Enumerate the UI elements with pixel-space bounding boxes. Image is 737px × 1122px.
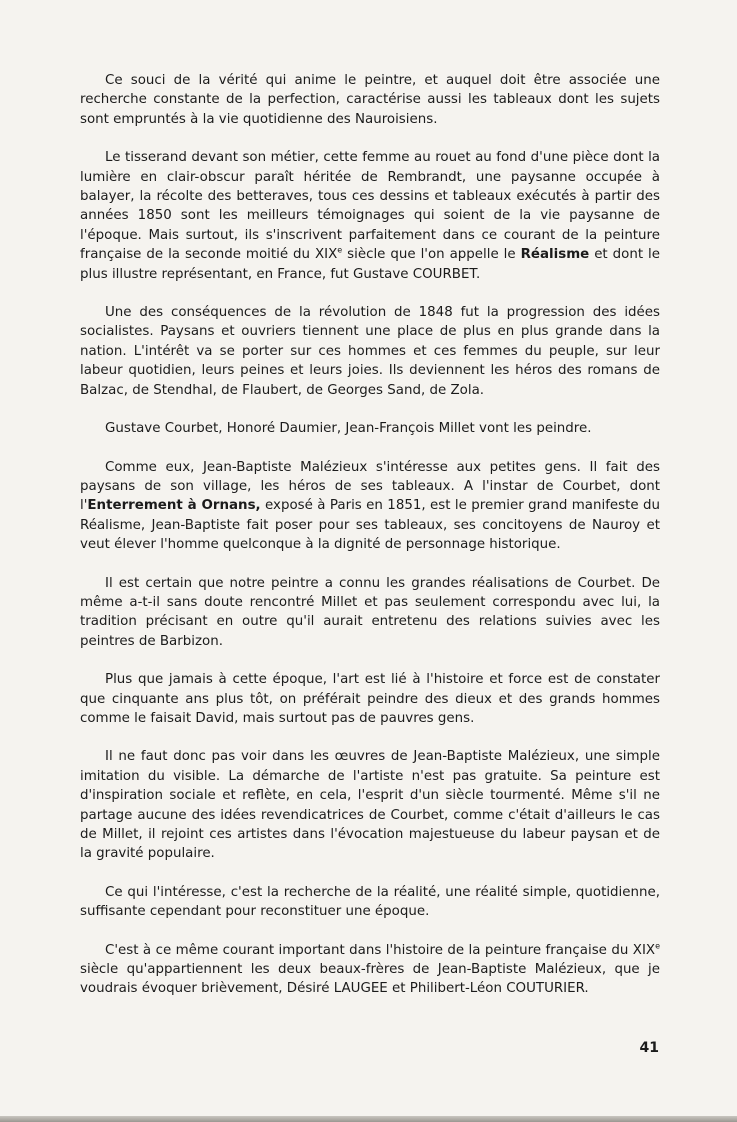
text-run: Plus que jamais à cette époque, l'art est lié à l'histoire et force est de constater que cinquante ans plus tôt, on préférait peindre des dieux et des grands hommes comme le faisait David, mais surtout pas de pauvres gens. <box>80 672 660 726</box>
page-number: 41 <box>639 1040 659 1056</box>
text-run: siècle qu'appartiennent les deux beaux-frères de Jean-Baptiste Malézieux, que je voudrais évoquer brièvement, Désiré LAUGEE et Philibert-Léon COUTURIER. <box>80 962 660 997</box>
text-run: Il est certain que notre peintre a connu les grandes réalisations de Courbet. De même a-t-il sans doute rencontré Millet et pas seulement correspondu avec lui, la tradition précisant en outre qu'il aurait entretenu des relations suivies avec les peintres de Barbizon. <box>80 575 660 649</box>
body-text <box>80 71 660 1018</box>
text-run: exposé à Paris en 1851, est le premier grand manifeste du Réalisme, Jean-Baptiste fait poser pour ses tableaux, ses concitoyens de Nauroy et veut élever l'homme quelconque à la dignité de personnage historique. <box>80 498 660 553</box>
page-bottom-edge <box>0 1116 737 1122</box>
paragraph <box>80 747 660 863</box>
superscript: e <box>655 941 660 951</box>
superscript: e <box>337 245 343 255</box>
text-run: Comme eux, Jean-Baptiste Malézieux s'intéresse aux petites gens. Il fait des paysans de son village, les héros de ses tableaux. A l'instar de Courbet, dont l' <box>80 459 660 514</box>
text-run: Ce qui l'intéresse, c'est la recherche de la réalité, une réalité simple, quotidienne, suffisante cependant pour reconstituer une époque. <box>80 884 660 920</box>
paragraph <box>80 419 660 438</box>
text-run: Ce souci de la vérité qui anime le peintre, et auquel doit être associée une recherche constante de la perfection, caractérise aussi les tableaux dont les sujets sont empruntés à la vie quotidienne des Nauroisiens. <box>80 73 660 127</box>
paragraph <box>80 458 660 555</box>
paragraph <box>80 148 660 284</box>
paragraph <box>80 883 660 922</box>
paragraph <box>80 71 660 129</box>
text-run: Gustave Courbet, Honoré Daumier, Jean-François Millet vont les peindre. <box>105 421 592 437</box>
text-run: Une des conséquences de la révolution de 1848 fut la progression des idées socialistes. Paysans et ouvriers tiennent une place de plus en plus grande dans la nation. L'intérêt va se porter sur ces hommes et ces femmes du peuple, sur leur labeur quotidien, leurs peines et leurs joies. Ils deviennent les héros des romans de Balzac, de Stendhal, de Flaubert, de Georges Sand, de Zola. <box>80 305 660 398</box>
paragraph <box>80 670 660 728</box>
emphasized-title: Enterrement à Ornans, <box>87 498 261 514</box>
paragraph <box>80 574 660 652</box>
emphasized-title: Réalisme <box>520 247 590 263</box>
text-run: Il ne faut donc pas voir dans les œuvres de Jean-Baptiste Malézieux, une simple imitation du visible. La démarche de l'artiste n'est pas gratuite. Sa peinture est d'inspiration sociale et reflète, en cela, l'esprit d'un siècle tourmenté. Même s'il ne partage aucune des idées revendicatrices de Courbet, comme c'était d'ailleurs le cas de Millet, il rejoint ces artistes dans l'évocation majestueuse du labeur paysan et de la gravité populaire. <box>80 749 660 862</box>
text-run: C'est à ce même courant important dans l'histoire de la peinture française du XIX <box>105 942 656 958</box>
text-run: et dont le plus illustre représentant, en France, fut Gustave COURBET. <box>80 247 660 282</box>
text-run: Le tisserand devant son métier, cette femme au rouet au fond d'une pièce dont la lumière en clair-obscur paraît héritée de Rembrandt, une paysanne occupée à balayer, la récolte des betteraves, tous ces dessins et tableaux exécutés à partir des années 1850 sont les meilleurs témoignages qui soient de la vie paysanne de l'époque. Mais surtout, ils s'inscrivent parfaitement dans ce courant de la peinture française de la seconde moitié du XIX <box>80 150 660 263</box>
paragraph <box>80 303 660 400</box>
paragraph <box>80 941 660 999</box>
text-run: siècle que l'on appelle le <box>342 247 521 263</box>
